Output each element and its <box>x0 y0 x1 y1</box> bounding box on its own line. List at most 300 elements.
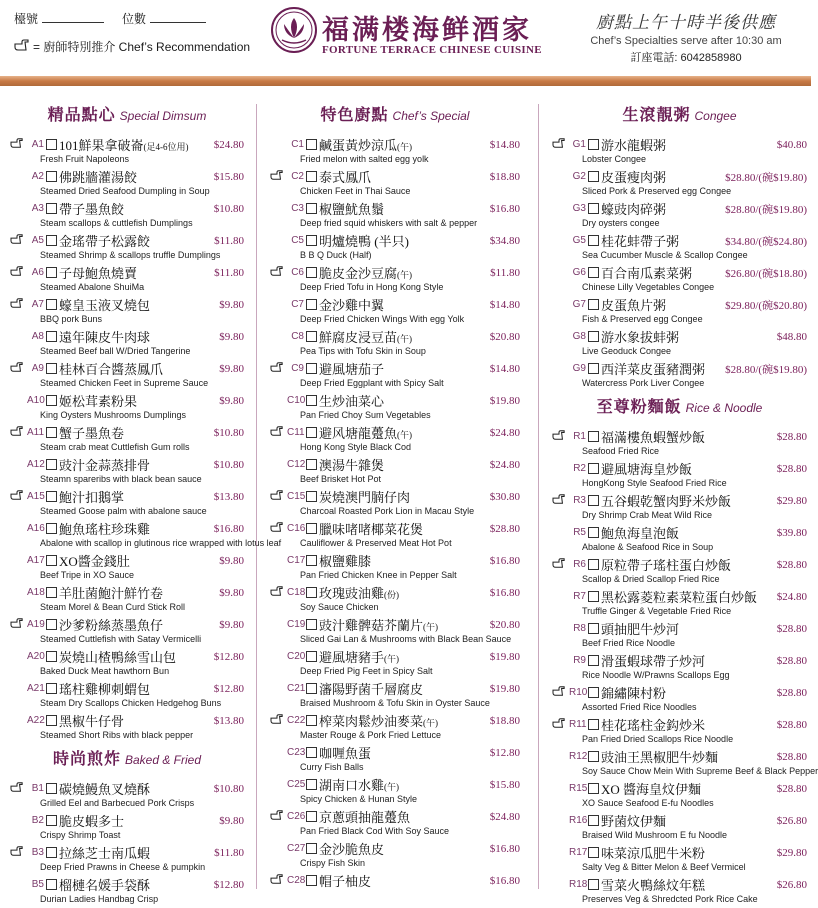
item-name-en: Sea Cucumber Muscle & Scallop Congee <box>582 250 748 260</box>
menu-item[interactable] <box>552 168 807 200</box>
menu-item[interactable] <box>552 296 807 328</box>
menu-item[interactable] <box>10 456 244 488</box>
item-name-cn <box>319 423 490 442</box>
item-name-cn <box>59 875 214 894</box>
item-name-text: 瑤柱雞柳刺蝟包 <box>59 682 151 697</box>
menu-item[interactable] <box>270 808 520 840</box>
item-note: (午) <box>423 718 439 728</box>
item-note: (午) <box>397 430 413 440</box>
menu-item[interactable] <box>270 328 520 360</box>
section-title-en: Rice & Noodle <box>685 401 763 415</box>
order-checkbox[interactable] <box>306 427 317 438</box>
item-price: $18.80 <box>489 170 520 183</box>
item-price: $30.80 <box>489 490 520 503</box>
item-name-en: Dry oysters congee <box>582 218 660 228</box>
item-name-en: Braised Wild Mushroom E fu Noodle <box>582 830 728 840</box>
item-name-text: 鮑汁扣鵝掌 <box>59 490 125 505</box>
order-checkbox[interactable] <box>306 811 317 822</box>
item-name-cn <box>319 295 490 314</box>
order-checkbox[interactable] <box>588 139 599 150</box>
hand-pointing-icon <box>270 809 287 824</box>
order-checkbox[interactable] <box>588 363 599 374</box>
item-code: R7 <box>573 591 586 602</box>
item-price: $28.80/(碗$19.80) <box>725 171 807 184</box>
item-name-en: Deep Fried Eggplant with Spicy Salt <box>300 378 444 388</box>
item-code: C20 <box>287 651 306 662</box>
hand-pointing-icon <box>10 361 27 376</box>
item-name-text: 原粒帶子瑤柱蛋白炒飯 <box>601 558 732 573</box>
item-code: C5 <box>291 235 304 246</box>
guest-count-blank <box>150 10 206 23</box>
item-name-cn <box>601 295 725 314</box>
menu-item[interactable] <box>552 360 807 392</box>
menu-item[interactable] <box>10 136 244 168</box>
item-code: A5 <box>31 235 44 246</box>
order-checkbox[interactable] <box>306 875 317 886</box>
item-name-cn <box>319 743 490 762</box>
lotus-emblem-icon <box>270 6 318 54</box>
item-price: $29.80 <box>776 846 807 859</box>
menu-item[interactable] <box>552 620 807 652</box>
item-price: $14.80 <box>489 298 520 311</box>
item-name-text: 游水象拔蚌粥 <box>601 330 680 345</box>
menu-item[interactable] <box>270 520 520 552</box>
menu-item[interactable] <box>10 844 244 876</box>
item-name-cn <box>319 487 490 506</box>
item-code: R11 <box>569 719 587 730</box>
item-name-en: Soy Sauce Chow Mein With Supreme Beef & Black Pepper <box>582 766 818 776</box>
order-checkbox[interactable] <box>588 299 599 310</box>
item-name-cn <box>59 583 219 602</box>
hand-pointing-icon <box>552 717 569 732</box>
item-price: $10.80 <box>213 426 244 439</box>
order-checkbox[interactable] <box>306 267 317 278</box>
menu-item[interactable] <box>270 744 520 776</box>
item-name-en <box>300 889 520 902</box>
menu-item[interactable] <box>10 552 244 584</box>
menu-item[interactable] <box>552 232 807 264</box>
item-name-en: Soy Sauce Chicken <box>300 602 379 612</box>
menu-item[interactable] <box>10 616 244 648</box>
menu-item[interactable] <box>552 748 818 780</box>
order-checkbox[interactable] <box>588 431 599 442</box>
item-name-cn <box>319 583 490 602</box>
menu-item[interactable] <box>10 584 244 616</box>
order-checkbox[interactable] <box>588 331 599 342</box>
item-code: C12 <box>287 459 306 470</box>
item-name-cn <box>59 711 214 730</box>
menu-item[interactable] <box>270 776 520 808</box>
item-name-text: 帽子柚皮 <box>319 874 372 889</box>
item-name-en: Seafood Fried Rice <box>582 446 660 456</box>
item-name-text: 避風塘茄子 <box>319 362 385 377</box>
item-name-cn <box>319 647 490 666</box>
item-name-en: Pan Fried Choy Sum Vegetables <box>300 410 431 420</box>
item-name-text: 京蔥頭抽龍躉魚 <box>319 810 411 825</box>
menu-item[interactable] <box>552 524 807 556</box>
service-hours-en: Chef’s Specialties serve after 10:30 am <box>590 35 782 47</box>
item-name-cn <box>319 231 490 250</box>
item-name-cn <box>59 423 214 442</box>
order-checkbox[interactable] <box>588 687 599 698</box>
order-checkbox[interactable] <box>46 815 57 826</box>
order-checkbox[interactable] <box>46 879 57 890</box>
item-name-en: B B Q Duck (Half) <box>300 250 372 260</box>
menu-item[interactable] <box>270 616 520 648</box>
order-checkbox[interactable] <box>46 459 57 470</box>
item-name-cn <box>319 359 490 378</box>
item-name-cn <box>319 775 490 794</box>
item-code: C22 <box>287 715 306 726</box>
item-code: B3 <box>31 847 44 858</box>
item-price: $28.80/(碗$19.80) <box>725 363 807 376</box>
menu-item[interactable] <box>270 168 520 200</box>
item-name-en: Live Geoduck Congee <box>582 346 672 356</box>
order-checkbox[interactable] <box>306 779 317 790</box>
order-checkbox[interactable] <box>588 171 599 182</box>
order-checkbox[interactable] <box>306 587 317 598</box>
item-code: R5 <box>573 527 586 538</box>
order-checkbox[interactable] <box>46 651 57 662</box>
menu-item[interactable] <box>270 552 520 584</box>
item-name-text: 鮑魚瑤柱珍珠雞 <box>59 522 151 537</box>
order-checkbox[interactable] <box>46 491 57 502</box>
menu-item[interactable] <box>10 712 244 744</box>
item-code: A17 <box>27 555 45 566</box>
order-checkbox[interactable] <box>306 203 317 214</box>
order-checkbox[interactable] <box>46 171 57 182</box>
item-price: $9.80 <box>219 586 244 599</box>
item-name-cn <box>601 683 777 702</box>
order-checkbox[interactable] <box>46 139 57 150</box>
item-price: $26.80 <box>776 878 807 891</box>
menu-item[interactable] <box>10 780 244 812</box>
item-code: A3 <box>31 203 44 214</box>
menu-item[interactable] <box>10 264 244 296</box>
menu-item[interactable] <box>10 200 244 232</box>
menu-item[interactable] <box>270 584 520 616</box>
item-code: C25 <box>287 779 306 790</box>
item-code: G8 <box>572 331 586 342</box>
item-name-en: Hong Kong Style Black Cod <box>300 442 412 452</box>
item-name-en: Master Rouge & Pork Fried Lettuce <box>300 730 442 740</box>
menu-item[interactable] <box>552 200 807 232</box>
order-checkbox[interactable] <box>46 363 57 374</box>
menu-item[interactable] <box>270 680 520 712</box>
item-code: C18 <box>287 587 306 598</box>
item-name-cn <box>59 519 214 538</box>
menu-item[interactable] <box>552 876 807 908</box>
hand-pointing-icon <box>270 361 287 376</box>
order-checkbox[interactable] <box>306 299 317 310</box>
order-checkbox[interactable] <box>588 591 599 602</box>
order-checkbox[interactable] <box>588 783 599 794</box>
menu-item[interactable] <box>270 264 520 296</box>
order-checkbox[interactable] <box>306 555 317 566</box>
item-name-cn <box>319 551 490 570</box>
order-checkbox[interactable] <box>588 267 599 278</box>
item-name-cn <box>601 231 725 250</box>
order-checkbox[interactable] <box>588 655 599 666</box>
item-name-text: 錦繡陳村粉 <box>601 686 667 701</box>
item-code: C10 <box>287 395 306 406</box>
item-name-cn <box>601 167 725 186</box>
table-number-label: 檯號 <box>14 12 39 26</box>
menu-column-3 <box>552 100 818 908</box>
menu-item[interactable] <box>10 360 244 392</box>
menu-item[interactable] <box>270 456 520 488</box>
item-name-cn <box>601 263 725 282</box>
menu-item[interactable] <box>552 460 807 492</box>
order-checkbox[interactable] <box>588 623 599 634</box>
order-checkbox[interactable] <box>46 619 57 630</box>
order-checkbox[interactable] <box>46 331 57 342</box>
menu-item[interactable] <box>10 424 244 456</box>
hand-pointing-icon <box>10 297 27 312</box>
item-name-text: 蠔豉肉碎粥 <box>601 202 667 217</box>
order-checkbox[interactable] <box>306 139 317 150</box>
item-price: $10.80 <box>213 782 244 795</box>
item-name-text: 椒鹽雞膝 <box>319 554 372 569</box>
item-name-cn <box>601 359 725 378</box>
order-checkbox[interactable] <box>46 267 57 278</box>
order-checkbox[interactable] <box>306 459 317 470</box>
order-checkbox[interactable] <box>306 619 317 630</box>
menu-item[interactable] <box>270 648 520 680</box>
order-checkbox[interactable] <box>588 203 599 214</box>
item-code: R1 <box>573 431 586 442</box>
order-checkbox[interactable] <box>46 555 57 566</box>
menu-item[interactable] <box>270 424 520 456</box>
menu-item[interactable] <box>270 872 520 904</box>
item-price: $9.80 <box>219 362 244 375</box>
menu-item[interactable] <box>10 168 244 200</box>
menu-item[interactable] <box>270 200 520 232</box>
order-checkbox[interactable] <box>46 235 57 246</box>
hand-pointing-icon <box>270 585 287 600</box>
item-code: C17 <box>287 555 306 566</box>
hand-pointing-icon <box>10 781 27 796</box>
item-name-en: Charcoal Roasted Pork Lion in Macau Style <box>300 506 475 516</box>
order-checkbox[interactable] <box>306 363 317 374</box>
order-checkbox[interactable] <box>46 427 57 438</box>
item-name-cn <box>319 135 490 154</box>
order-checkbox[interactable] <box>46 587 57 598</box>
order-checkbox[interactable] <box>588 463 599 474</box>
item-code: A20 <box>27 651 45 662</box>
menu-item[interactable] <box>552 844 807 876</box>
section-title <box>552 396 807 420</box>
item-name-text: 黑松露菱粒素菜粒蛋白炒飯 <box>601 590 758 605</box>
item-price: $11.80 <box>214 266 244 279</box>
menu-item[interactable] <box>10 648 244 680</box>
item-name-cn <box>319 807 490 826</box>
item-code: R9 <box>573 655 586 666</box>
restaurant-name-cn: 福满楼海鲜酒家 <box>322 15 532 45</box>
item-note: (午) <box>384 782 400 792</box>
item-price: $9.80 <box>219 814 244 827</box>
order-checkbox[interactable] <box>46 523 57 534</box>
item-name-cn <box>59 679 214 698</box>
order-checkbox[interactable] <box>588 495 599 506</box>
menu-item[interactable] <box>552 588 807 620</box>
item-code: A8 <box>31 331 44 342</box>
menu-item[interactable] <box>270 488 520 520</box>
item-price: $28.80 <box>776 654 807 667</box>
order-checkbox[interactable] <box>588 559 599 570</box>
order-checkbox[interactable] <box>306 651 317 662</box>
item-price: $28.80 <box>776 750 807 763</box>
order-checkbox[interactable] <box>306 395 317 406</box>
item-price: $28.80 <box>776 718 807 731</box>
order-checkbox[interactable] <box>306 747 317 758</box>
item-name-cn <box>601 459 777 478</box>
menu-item[interactable] <box>270 840 520 872</box>
item-name-text: XO 醬海皇炆伊麵 <box>601 782 702 797</box>
order-checkbox[interactable] <box>588 879 599 890</box>
item-code: A12 <box>27 459 45 470</box>
item-name-cn <box>601 135 777 154</box>
menu-item[interactable] <box>552 264 807 296</box>
menu-item[interactable] <box>10 392 244 424</box>
order-checkbox[interactable] <box>306 523 317 534</box>
hand-pointing-icon <box>10 233 27 248</box>
order-checkbox[interactable] <box>588 235 599 246</box>
item-price: $16.80 <box>213 522 244 535</box>
item-name-en: Assorted Fried Rice Noodles <box>582 702 697 712</box>
item-name-text: 榴槤名媛手袋酥 <box>59 878 151 893</box>
order-checkbox[interactable] <box>46 683 57 694</box>
order-checkbox[interactable] <box>46 783 57 794</box>
order-checkbox[interactable] <box>46 299 57 310</box>
item-name-text: 炭燒澳門腩仔肉 <box>319 490 411 505</box>
item-price: $26.80 <box>776 814 807 827</box>
order-checkbox[interactable] <box>46 847 57 858</box>
item-price: $9.80 <box>219 394 244 407</box>
item-name-cn <box>601 327 777 346</box>
hand-pointing-icon <box>10 137 27 152</box>
item-name-cn <box>601 747 777 766</box>
order-checkbox[interactable] <box>588 751 599 762</box>
menu-item[interactable] <box>552 652 807 684</box>
section-title-cn: 精品點心 <box>47 107 116 124</box>
menu-item[interactable] <box>10 680 244 712</box>
menu-item[interactable] <box>10 232 244 264</box>
item-name-en: Deep Fried Pig Feet in Spicy Salt <box>300 666 433 676</box>
order-checkbox[interactable] <box>588 847 599 858</box>
item-price: $28.80 <box>489 522 520 535</box>
hand-pointing-icon <box>14 38 30 55</box>
item-price: $15.80 <box>213 170 244 183</box>
order-checkbox[interactable] <box>306 171 317 182</box>
menu-item[interactable] <box>552 328 807 360</box>
hand-pointing-icon <box>10 425 27 440</box>
item-price: $18.80 <box>489 714 520 727</box>
item-name-cn <box>601 523 777 542</box>
order-checkbox[interactable] <box>306 235 317 246</box>
item-name-text: 澳湯牛雜煲 <box>319 458 385 473</box>
item-price: $28.80 <box>776 622 807 635</box>
menu-item[interactable] <box>552 492 807 524</box>
item-note: (午) <box>423 622 439 632</box>
order-checkbox[interactable] <box>46 395 57 406</box>
menu-item[interactable] <box>10 876 244 908</box>
menu-column-2 <box>270 100 520 904</box>
order-checkbox[interactable] <box>588 719 599 730</box>
item-code: C23 <box>287 747 306 758</box>
item-name-en: Steamn spareribs with black bean sauce <box>40 474 202 484</box>
order-checkbox[interactable] <box>46 715 57 726</box>
hand-pointing-icon <box>10 617 27 632</box>
menu-item[interactable] <box>270 296 520 328</box>
item-name-cn <box>59 231 214 250</box>
item-note: (午) <box>384 654 400 664</box>
item-price: $29.80/(碗$20.80) <box>725 299 807 312</box>
order-checkbox[interactable] <box>306 491 317 502</box>
menu-item[interactable] <box>270 360 520 392</box>
item-name-cn <box>601 715 777 734</box>
order-checkbox[interactable] <box>306 331 317 342</box>
item-name-text: 滑蛋蝦球帶子炒河 <box>601 654 706 669</box>
order-checkbox[interactable] <box>588 815 599 826</box>
item-name-text: 桂花瑤柱金鈎炒米 <box>601 718 706 733</box>
item-code: C27 <box>287 843 306 854</box>
item-name-text: 咖喱魚蛋 <box>319 746 372 761</box>
menu-item[interactable] <box>10 812 244 844</box>
item-name-text: 鮑魚海皇泡飯 <box>601 526 680 541</box>
item-name-en: Steamed Cuttlefish with Satay Vermicelli <box>40 634 202 644</box>
menu-item[interactable] <box>552 556 807 588</box>
menu-item[interactable] <box>552 136 807 168</box>
menu-item[interactable] <box>10 328 244 360</box>
item-note: (午) <box>397 270 413 280</box>
order-checkbox[interactable] <box>306 683 317 694</box>
item-note: (足4-6位用) <box>143 142 189 152</box>
menu-item[interactable] <box>552 716 807 748</box>
menu-item[interactable] <box>552 780 807 812</box>
order-checkbox[interactable] <box>306 715 317 726</box>
item-name-text: 桂林百合醬蒸鳳爪 <box>59 362 164 377</box>
item-price: $16.80 <box>489 842 520 855</box>
item-code: A11 <box>27 427 45 438</box>
menu-item[interactable] <box>552 684 807 716</box>
item-note: (午) <box>397 334 413 344</box>
menu-item[interactable] <box>270 392 520 424</box>
menu-item[interactable] <box>10 520 282 552</box>
menu-item[interactable] <box>10 488 244 520</box>
item-price: $28.80 <box>776 558 807 571</box>
order-checkbox[interactable] <box>306 843 317 854</box>
item-name-en: Beef Brisket Hot Pot <box>300 474 382 484</box>
item-name-en: Scallop & Dried Scallop Fried Rice <box>582 574 720 584</box>
item-code: R18 <box>569 879 588 890</box>
item-price: $15.80 <box>489 778 520 791</box>
menu-item[interactable] <box>270 136 520 168</box>
menu-item[interactable] <box>270 712 520 744</box>
item-name-text: 蟹子墨魚卷 <box>59 426 125 441</box>
section-title-en: Chef’s Special <box>392 109 470 123</box>
hand-pointing-icon <box>270 265 287 280</box>
menu-item[interactable] <box>552 428 807 460</box>
menu-item[interactable] <box>552 812 807 844</box>
menu-item[interactable] <box>270 232 520 264</box>
menu-item[interactable] <box>10 296 244 328</box>
item-price: $24.80 <box>489 426 520 439</box>
order-checkbox[interactable] <box>588 527 599 538</box>
item-name-en: Grilled Eel and Barbecued Pork Crisps <box>40 798 195 808</box>
order-checkbox[interactable] <box>46 203 57 214</box>
item-price: $12.80 <box>213 650 244 663</box>
